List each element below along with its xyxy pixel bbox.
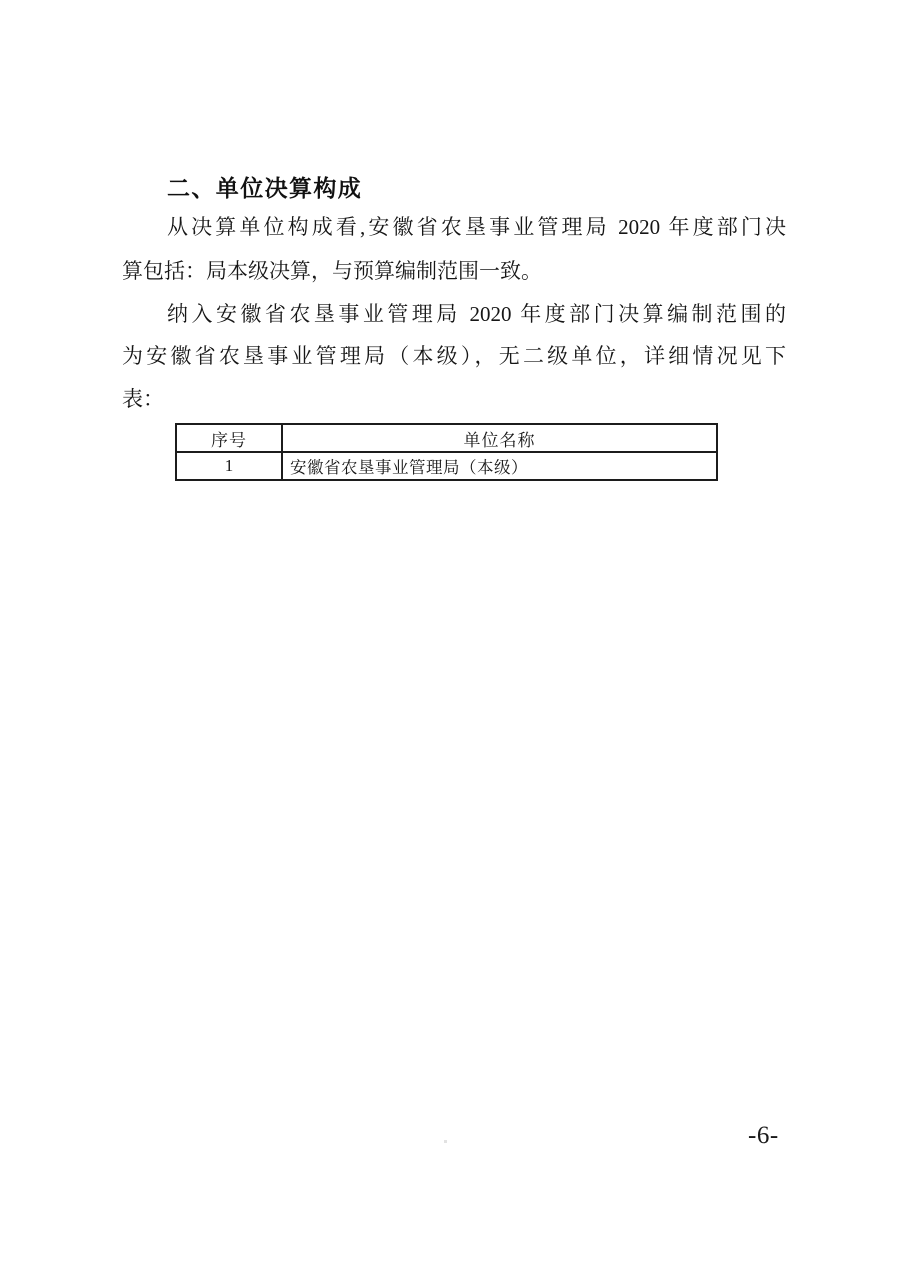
table-cell-seq: 1 [176,452,282,480]
table-row [176,452,717,480]
scan-artifact [444,1140,447,1143]
paragraph2-line3: 表： [122,387,164,411]
paragraph1-line2: 算包括：局本级决算，与预算编制范围一致。 [122,259,542,283]
paragraph2-line1: 纳入安徽省农垦事业管理局 2020 年度部门决算编制范围的 [167,302,786,326]
section-heading: 二、单位决算构成 [167,175,363,201]
table-header-row [176,424,717,452]
page-number: -6- [748,1122,779,1149]
paragraph2-line2: 为安徽省农垦事业管理局（本级），无二级单位，详细情况见下 [122,344,786,368]
unit-list-table [175,423,718,481]
table-header-seq: 序号 [176,424,282,452]
paragraph1-line1: 从决算单位构成看,安徽省农垦事业管理局 2020 年度部门决 [167,215,786,239]
table-header-unit-name: 单位名称 [282,424,717,452]
table-cell-unit-name: 安徽省农垦事业管理局（本级） [282,452,717,480]
